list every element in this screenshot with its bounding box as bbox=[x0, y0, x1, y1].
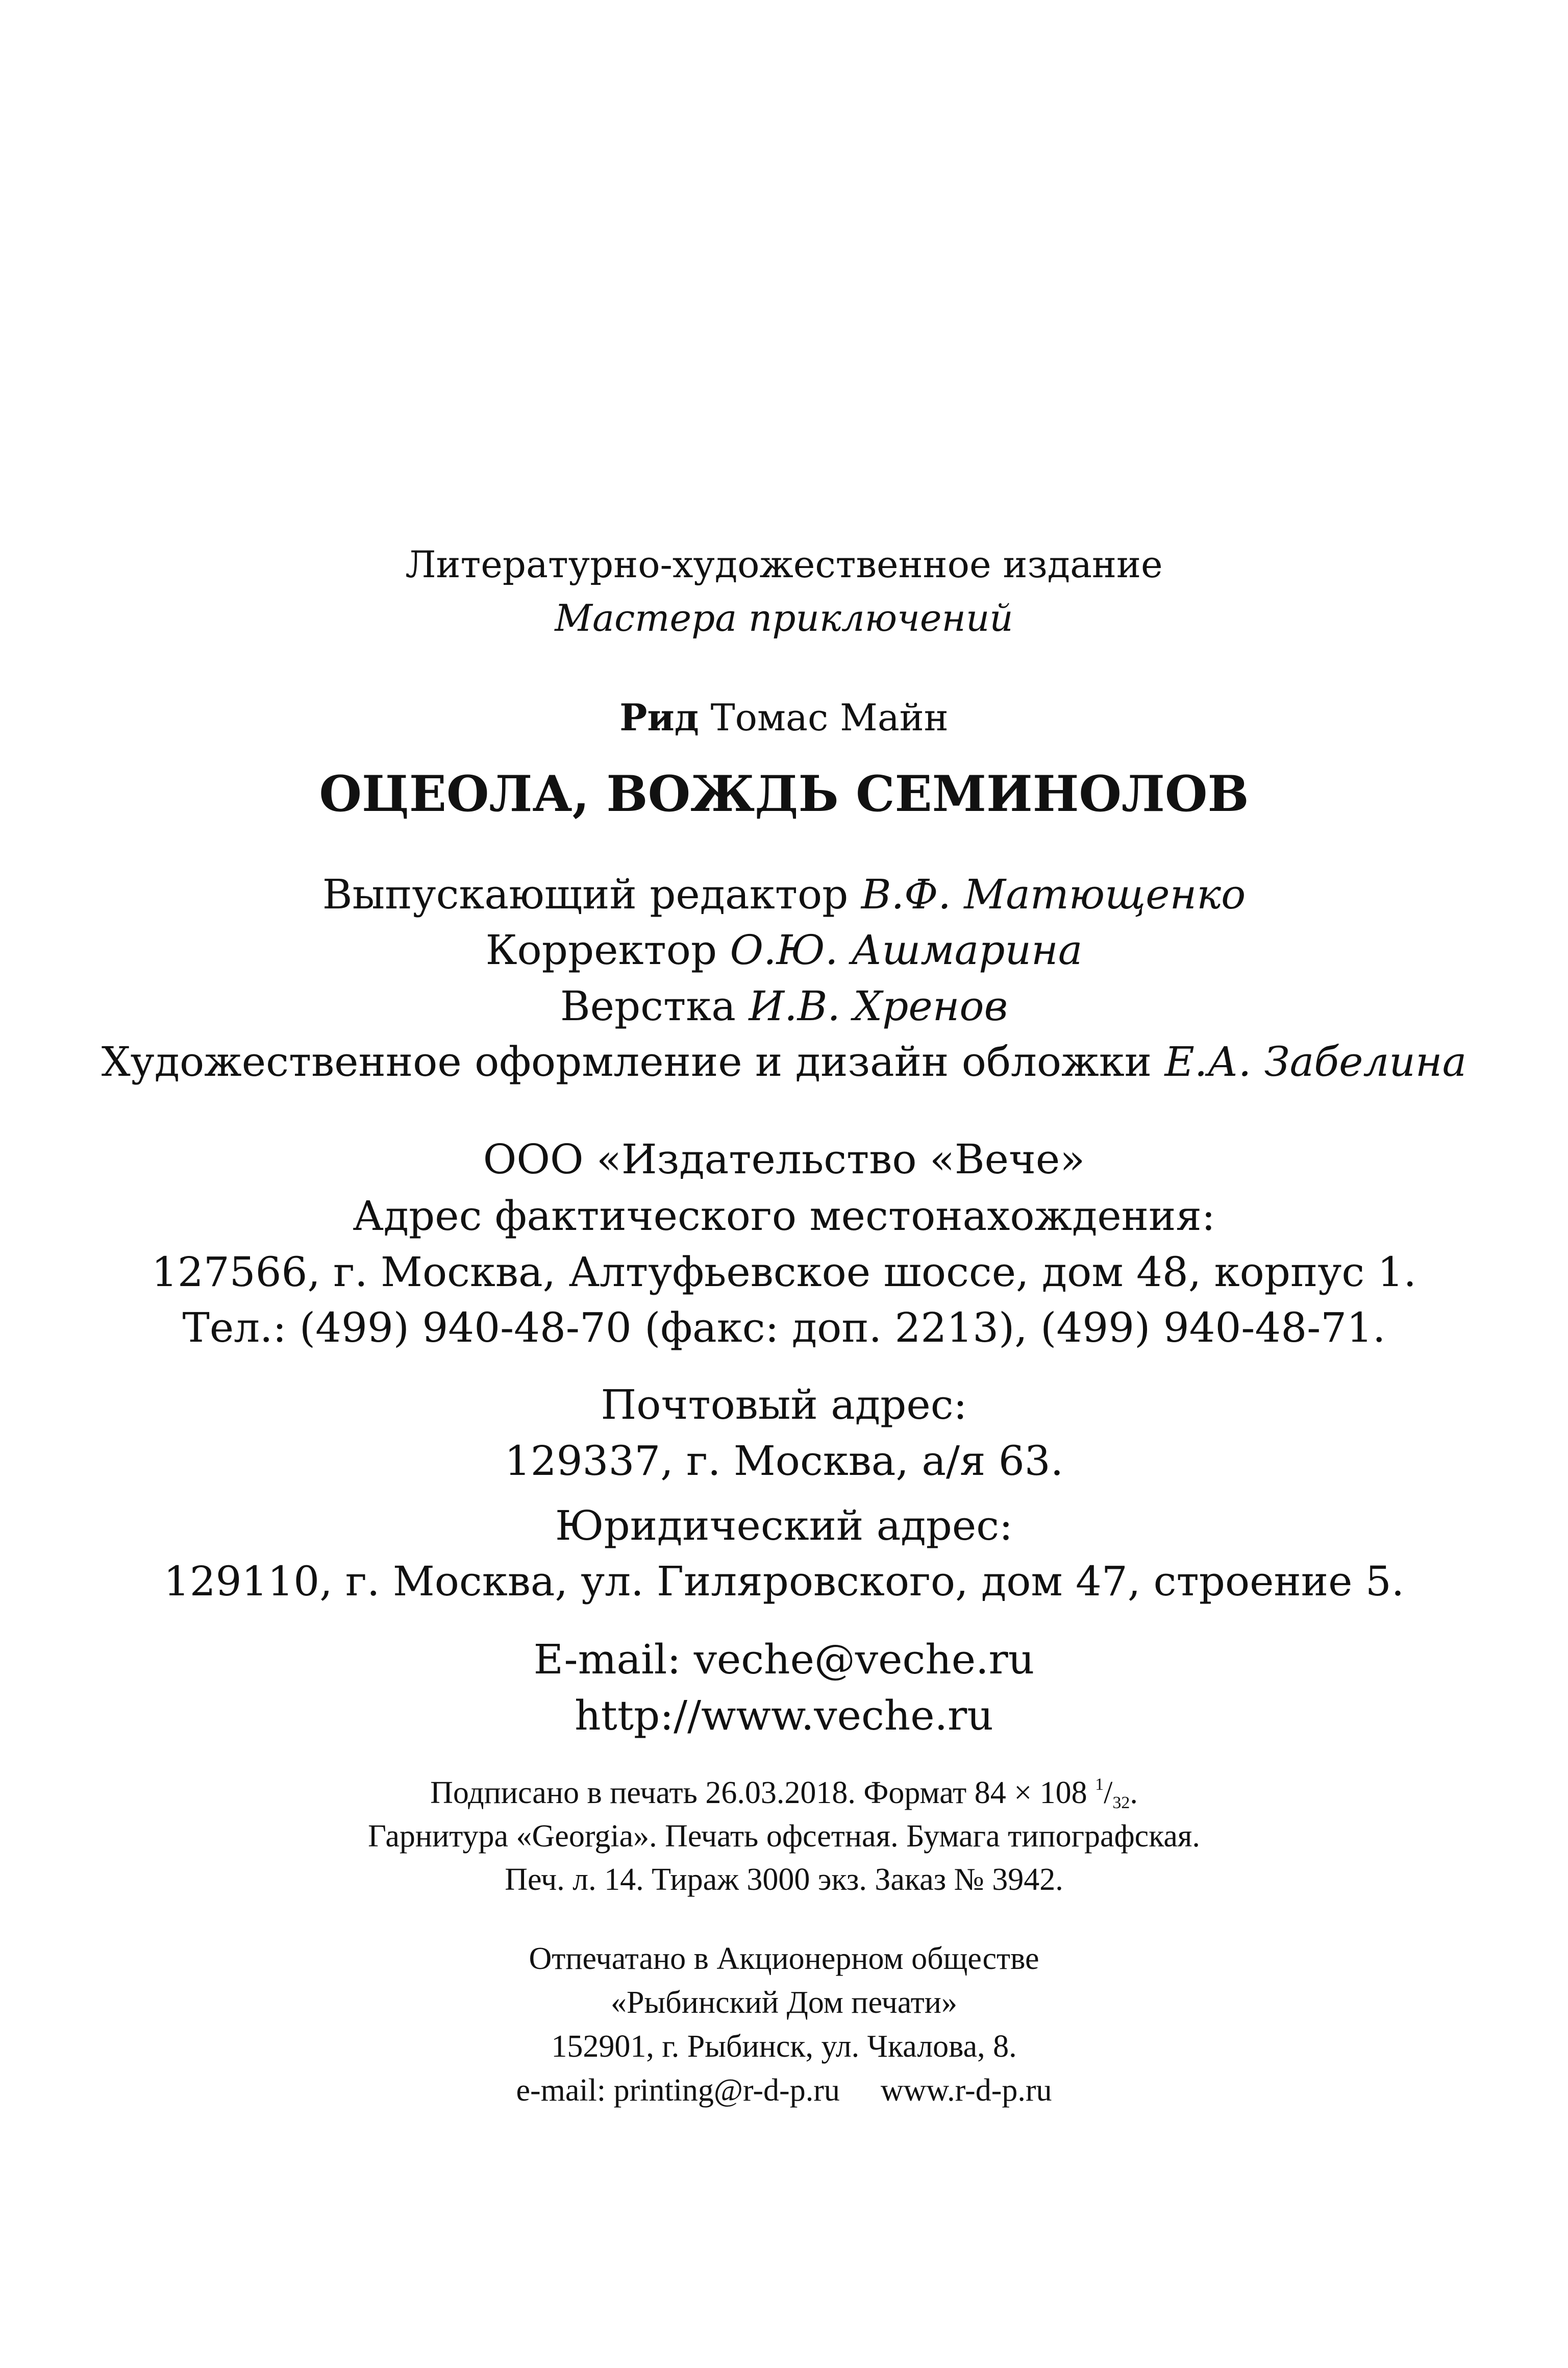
author-surname: Рид bbox=[619, 696, 699, 739]
actual-address-label: Адрес фактического местонахождения: bbox=[353, 1192, 1215, 1240]
printer-contacts bbox=[0, 2075, 1568, 2106]
credit-person: В.Ф. Матющенко bbox=[861, 871, 1246, 918]
edition-type: Литературно-художественное издание bbox=[405, 543, 1163, 586]
signed-text: Подписано в печать 26.03.2018. Формат 84 × 108 bbox=[430, 1775, 1087, 1810]
series-name: Мастера приключений bbox=[555, 597, 1013, 639]
actual-address: 127566, г. Москва, Алтуфьевское шоссе, дом 48, корпус 1. bbox=[152, 1248, 1416, 1296]
print-run-line: Печ. л. 14. Тираж 3000 экз. Заказ № 3942. bbox=[505, 1862, 1063, 1897]
publisher-phone: Тел.: (499) 940-48-70 (факс: доп. 2213), (499) 940-48-71. bbox=[182, 1304, 1386, 1351]
signed-suffix: . bbox=[1130, 1775, 1138, 1810]
typeface-line: Гарнитура «Georgia». Печать офсетная. Бумага типографская. bbox=[368, 1819, 1200, 1854]
format-denominator: 32 bbox=[1112, 1793, 1130, 1812]
printer-website[interactable]: www.r-d-p.ru bbox=[880, 2073, 1052, 2108]
printer-line-2: «Рыбинский Дом печати» bbox=[611, 1985, 957, 2020]
credit-design bbox=[0, 1038, 1568, 1086]
credit-role: Художественное оформление и дизайн обложки bbox=[101, 1038, 1152, 1086]
book-title: ОЦЕОЛА, ВОЖДЬ СЕМИНОЛОВ bbox=[319, 765, 1249, 823]
credit-person: О.Ю. Ашмарина bbox=[730, 926, 1083, 974]
format-numerator: 1 bbox=[1095, 1775, 1104, 1794]
publisher-name: ООО «Издательство «Вече» bbox=[483, 1136, 1085, 1183]
printer-line-1: Отпечатано в Акционерном обществе bbox=[529, 1941, 1039, 1976]
legal-address: 129110, г. Москва, ул. Гиляровского, дом 47, строение 5. bbox=[163, 1558, 1405, 1605]
credit-role: Корректор bbox=[485, 926, 717, 974]
credit-layout bbox=[0, 982, 1568, 1030]
author-line bbox=[0, 696, 1568, 739]
credit-role: Выпускающий редактор bbox=[322, 871, 849, 918]
legal-address-label: Юридический адрес: bbox=[555, 1502, 1013, 1549]
credit-editor bbox=[0, 871, 1568, 918]
printer-email[interactable]: e-mail: printing@r-d-p.ru bbox=[516, 2073, 840, 2108]
credit-proofreader bbox=[0, 926, 1568, 974]
credit-person: Е.А. Забелина bbox=[1164, 1038, 1467, 1086]
printer-address: 152901, г. Рыбинск, ул. Чкалова, 8. bbox=[551, 2029, 1017, 2064]
signed-format-line bbox=[0, 1776, 1568, 1812]
postal-address-label: Почтовый адрес: bbox=[601, 1381, 967, 1428]
credit-role: Верстка bbox=[560, 982, 736, 1030]
author-name: Томас Майн bbox=[710, 696, 949, 739]
publisher-email[interactable]: E-mail: veche@veche.ru bbox=[533, 1636, 1035, 1683]
format-slash: / bbox=[1104, 1775, 1113, 1810]
credit-person: И.В. Хренов bbox=[749, 982, 1008, 1030]
publisher-website[interactable]: http://www.veche.ru bbox=[575, 1692, 993, 1739]
postal-address: 129337, г. Москва, а/я 63. bbox=[504, 1437, 1064, 1485]
